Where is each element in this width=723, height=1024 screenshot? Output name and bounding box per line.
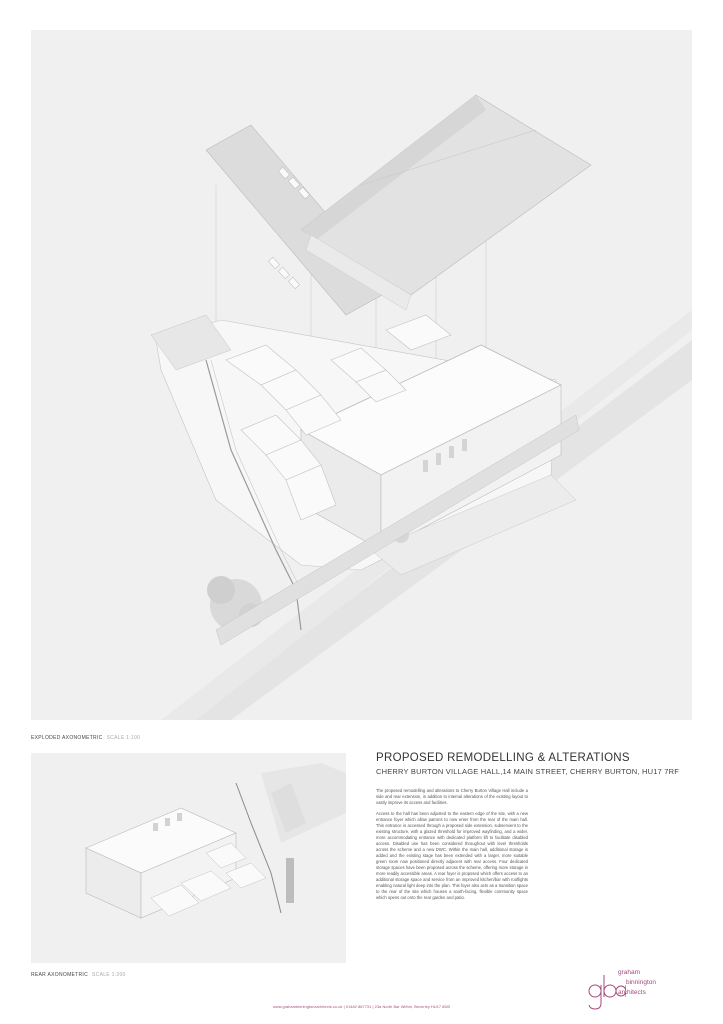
main-caption-label: EXPLODED AXONOMETRIC bbox=[31, 735, 103, 741]
sheet-subtitle: CHERRY BURTON VILLAGE HALL,14 MAIN STREET, CHERRY BURTON, HU17 7RF bbox=[376, 767, 680, 776]
rear-caption-scale: SCALE 1:200 bbox=[92, 972, 126, 978]
firm-name-line: graham bbox=[618, 969, 641, 976]
firm-name bbox=[618, 968, 656, 998]
rear-drawing-caption bbox=[31, 972, 126, 978]
description-text bbox=[376, 788, 528, 906]
description-paragraph: Access to the hall has been adjusted to the eastern edge of the site, with a new entrance foyer which allow patrons to now enter from the rear of the main hall. This entrance is accessed through a proposed side extension, subservient to the existing structure, with a glazed threshold for improved wayfinding, and a wider, more accommodating entrance with dedicated platform lift to facilitate disabled access. Disabled use has been considered throughout with level thresholds across the scheme and a new DWC. Within the main hall, additional storage is added and the existing stage has been extended with a larger, more suitable green room now positioned directly adjacent with rear access. Four dedicated storage spaces have been proposed across the scheme, offering more storage in more readily accessible areas. A rear foyer is proposed which offers access to an additional storage space and service from an improved kitchen/bar with rooflights enabling natural light deep into the plan. This foyer also acts as a transition space to the rear of the site which houses a south-facing, flexible community space which opens out onto the rear garden and patio. bbox=[376, 811, 528, 900]
firm-name-line: architects bbox=[618, 989, 646, 996]
rear-caption-label: REAR AXONOMETRIC bbox=[31, 972, 89, 978]
sheet-title: PROPOSED REMODELLING & ALTERATIONS bbox=[376, 752, 630, 764]
main-caption-scale: SCALE 1:100 bbox=[106, 735, 141, 741]
firm-name-line: binnington bbox=[626, 979, 656, 986]
rear-axonometric-drawing bbox=[31, 753, 346, 963]
contact-footer[interactable]: www.grahambinningtonarchitects.co.uk | 01482 867731 | 23a North Bar Within, Beverley HU17 8DB bbox=[273, 1005, 450, 1009]
description-paragraph: The proposed remodelling and alterations to Cherry Burton Village Hall include a side and rear extension, in addition to internal alterations of the existing layout to vastly improve its access and facilities. bbox=[376, 788, 528, 805]
main-drawing-caption bbox=[31, 735, 140, 741]
exploded-axonometric-drawing bbox=[31, 30, 692, 720]
